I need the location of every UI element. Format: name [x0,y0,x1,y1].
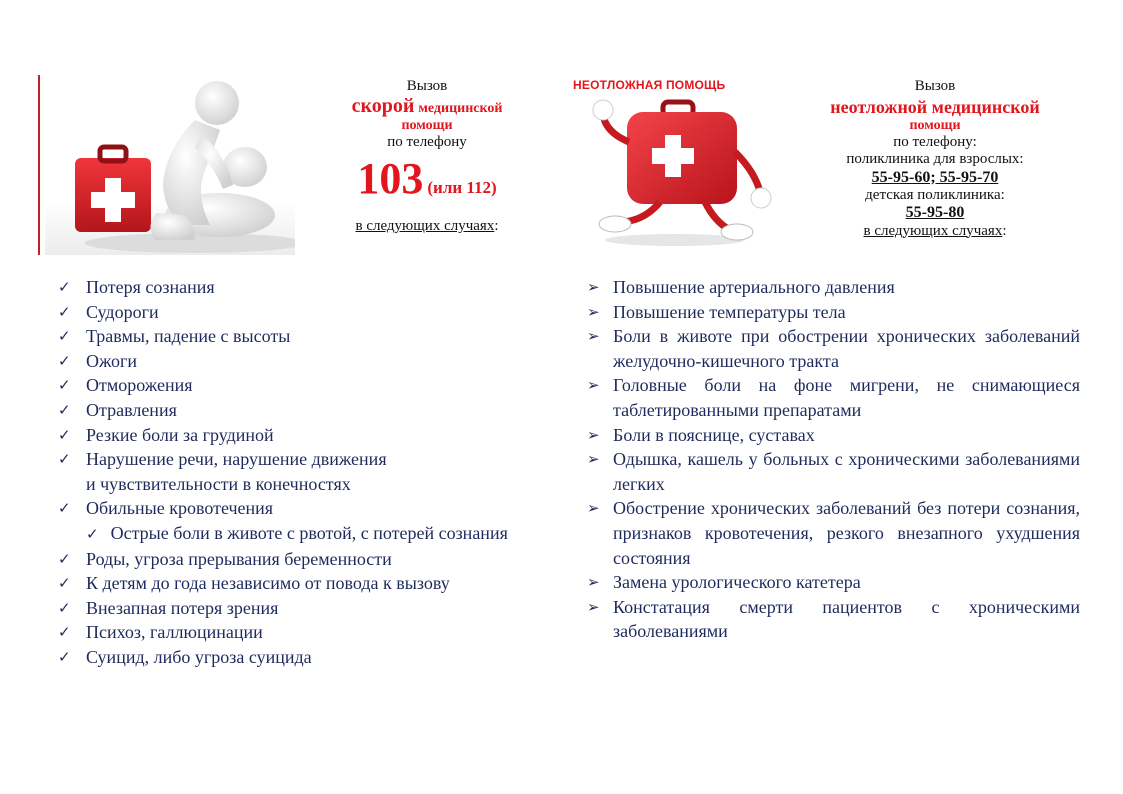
urgent-care-cases-list [585,275,1080,644]
child-clinic-label: детская поликлиника: [865,186,1005,203]
list-item: ✓ Потеря сознания [56,275,550,300]
checkmark-icon: ✓ [58,376,71,395]
checkmark-icon: ✓ [58,598,71,617]
list-item: ✓ Роды, угроза прерывания беременности [56,547,550,572]
child-clinic-phone: 55-95-80 [905,204,965,222]
adult-clinic-label: поликлиника для взрослых: [846,151,1024,168]
list-item: ✓ Суицид, либо угроза суицида [56,645,550,670]
arrow-bullet-icon: ➢ [587,376,600,395]
checkmark-icon: ✓ [58,400,71,419]
list-item: ✓ Внезапная потеря зрения [56,596,550,621]
list-item: ✓ Судороги [56,300,550,325]
cpr-figure-icon [45,75,295,255]
running-first-aid-kit-icon [565,72,785,250]
list-item: ✓ Психоз, галлюцинации [56,620,550,645]
left-accent-rule [38,75,40,255]
list-item: ➢ Одышка, кашель у больных с хроническими заболеваниями легких [587,449,1080,494]
arrow-bullet-icon: ➢ [587,302,600,321]
list-item: ✓ Отморожения [56,373,550,398]
list-item: ➢ Головные боли на фоне мигрени, не снимающиеся таблетированными препаратами [587,375,1080,420]
list-item: ➢ Боли в пояснице, суставах [585,423,1080,448]
list-item: ✓ Нарушение речи, нарушение движения [56,447,550,472]
checkmark-icon: ✓ [58,549,71,568]
list-item: ✓ Резкие боли за грудиной [56,423,550,448]
phone-number-112: (или 112) [427,177,497,197]
call-label: Вызов [914,78,956,94]
checkmark-icon: ✓ [58,499,71,518]
list-item: ➢ Повышение артериального давления [585,275,1080,300]
adult-clinic-phones: 55-95-60; 55-95-70 [871,168,999,186]
checkmark-icon: ✓ [58,574,71,593]
arrow-bullet-icon: ➢ [587,597,600,616]
emergency-number [318,153,536,203]
list-item-continuation: и чувствительности в конечностях [86,473,351,494]
checkmark-icon: ✓ [86,524,99,543]
checkmark-icon: ✓ [58,647,71,666]
service-name: неотложной медицинской [830,97,1040,118]
ambulance-cases-list [56,275,550,670]
checkmark-icon: ✓ [58,425,71,444]
list-item: ✓ Ожоги [56,349,550,374]
checkmark-icon: ✓ [58,327,71,346]
list-item: ➢ Обострение хронических заболеваний без потери сознания, признаков кровотечения, резкого внезапного ухудшения состояния [587,498,1080,568]
checkmark-icon: ✓ [58,302,71,321]
arrow-bullet-icon: ➢ [587,450,600,469]
by-phone-label: по телефону: [893,134,977,151]
list-item: ➢ Боли в животе при обострении хронических заболеваний желудочно-кишечного тракта [587,326,1080,371]
arrow-bullet-icon: ➢ [587,573,600,592]
urgent-care-illustration [565,72,785,250]
checkmark-icon: ✓ [58,623,71,642]
phone-number-103: 103 [357,153,424,203]
arrow-bullet-icon: ➢ [587,425,600,444]
arrow-bullet-icon: ➢ [587,278,600,296]
by-phone-label: по телефону [387,134,467,151]
call-label: Вызов [406,78,448,94]
list-item: ➢ Повышение температуры тела [585,300,1080,325]
list-item: ✓ К детям до года независимо от повода к вызову [56,571,550,596]
list-item: ➢ Замена урологического катетера [585,570,1080,595]
arrow-bullet-icon: ➢ [587,327,600,346]
checkmark-icon: ✓ [58,278,71,296]
cases-label: в следующих случаях: [355,217,499,234]
ambulance-call-header: Вызов скорой медицинской помощи по телефону 103 (или 112) в следующих случаях: [318,78,536,235]
list-item: ✓ Отравления [56,398,550,423]
list-item: ✓ Обильные кровотечения [56,496,550,521]
list-item: ✓ Острые боли в животе с рвотой, с потерей сознания [86,522,508,543]
arrow-bullet-icon: ➢ [587,499,600,518]
urgent-care-banner: НЕОТЛОЖНАЯ ПОМОЩЬ [573,78,726,92]
list-item: ➢ Констатация смерти пациентов с хроническими заболеваниями [587,596,1080,642]
checkmark-icon: ✓ [58,351,71,370]
list-item: ✓ Травмы, падение с высоты [56,324,550,349]
checkmark-icon: ✓ [58,450,71,469]
cpr-illustration [45,75,295,255]
service-name: скорой медицинской [351,95,503,118]
cases-label: в следующих случаях: [863,222,1007,239]
urgent-care-call-header: Вызов неотложной медицинской помощи по телефону: поликлиника для взрослых: 55-95-60; 55-95-70 детская поликлиника: 55-95-80 в следующих случаях: [790,78,1080,240]
